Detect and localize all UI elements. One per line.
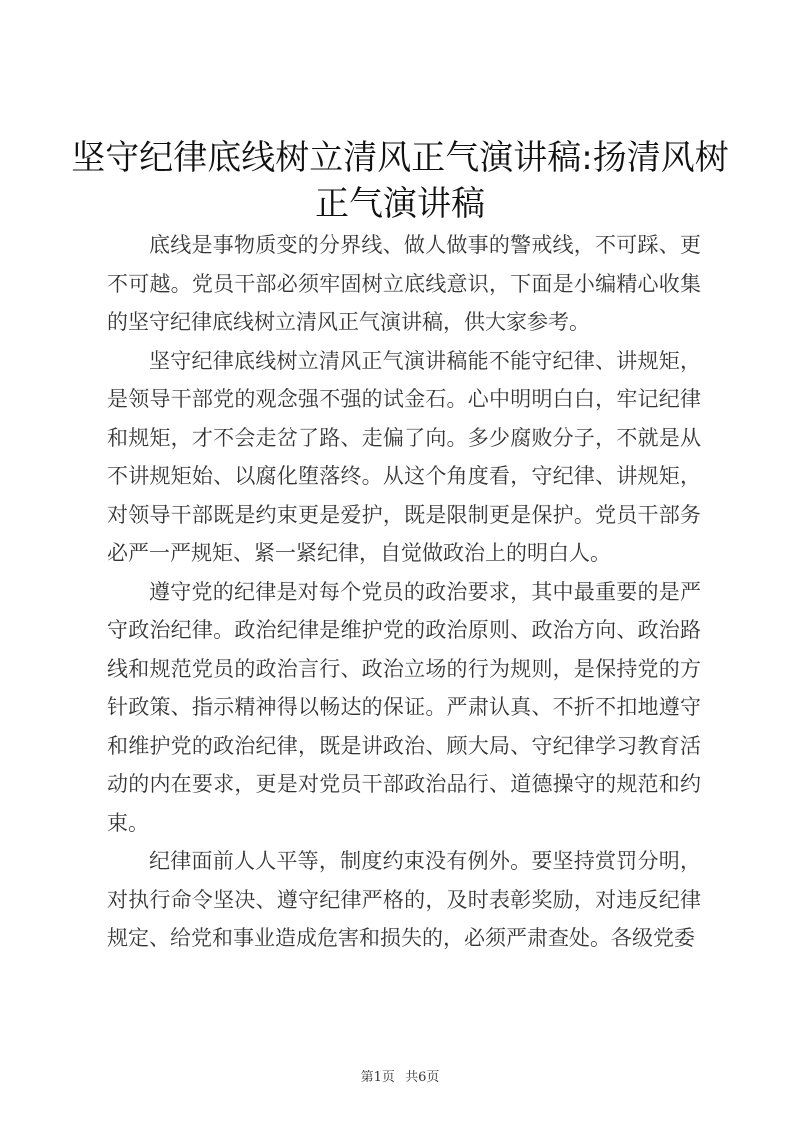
text-line: 纪律面前人人平等，制度约束没有例外。要坚持赏罚分明， [149,849,701,873]
text-line: 动的内在要求，更是对党员干部政治品行、道德操守的规范和约 [107,772,701,796]
text-line: 必严一严规矩、紧一紧纪律，自觉做政治上的明白人。 [107,541,611,565]
paragraph [107,842,701,958]
page-number: 第1页 [360,1070,395,1085]
document-title [60,135,740,227]
title-line-1: 坚守纪律底线树立清风正气演讲稿:扬清风树 [71,138,729,178]
text-line: 是领导干部党的观念强不强的试金石。心中明明白白，牢记纪律 [107,387,701,411]
paragraph [107,573,701,843]
text-line: 对领导干部既是约束更是爱护，既是限制更是保护。党员干部务 [107,502,701,527]
text-line: 的坚守纪律底线树立清风正气演讲稿，供大家参考。 [107,310,590,334]
text-line: 针政策、指示精神得以畅达的保证。严肃认真、不折不扣地遵守 [107,695,701,719]
page-total: 共6页 [405,1070,440,1085]
text-line: 不可越。党员干部必须牢固树立底线意识，下面是小编精心收集 [107,271,701,296]
paragraph [107,342,701,573]
text-line: 线和规范党员的政治言行、政治立场的行为规则，是保持党的方 [107,656,701,681]
title-line-2: 正气演讲稿 [315,184,485,224]
paragraph [107,226,701,342]
text-line: 遵守党的纪律是对每个党员的政治要求，其中最重要的是严 [149,579,701,604]
text-line: 守政治纪律。政治纪律是维护党的政治原则、政治方向、政治路 [107,618,701,642]
text-line: 规定、给党和事业造成危害和损失的，必须严肃查处。各级党委 [107,926,695,950]
text-line: 坚守纪律底线树立清风正气演讲稿能不能守纪律、讲规矩， [149,348,701,373]
document-body [107,226,701,958]
text-line: 底线是事物质变的分界线、做人做事的警戒线，不可踩、更 [149,233,701,257]
text-line: 束。 [107,810,149,835]
text-line: 和维护党的政治纪律，既是讲政治、顾大局、守纪律学习教育活 [107,733,701,758]
page-footer [0,1066,800,1085]
text-line: 不讲规矩始、以腐化堕落终。从这个角度看，守纪律、讲规矩， [107,464,701,488]
text-line: 对执行命令坚决、遵守纪律严格的，及时表彰奖励，对违反纪律 [107,887,701,912]
text-line: 和规矩，才不会走岔了路、走偏了向。多少腐败分子，不就是从 [107,425,701,450]
